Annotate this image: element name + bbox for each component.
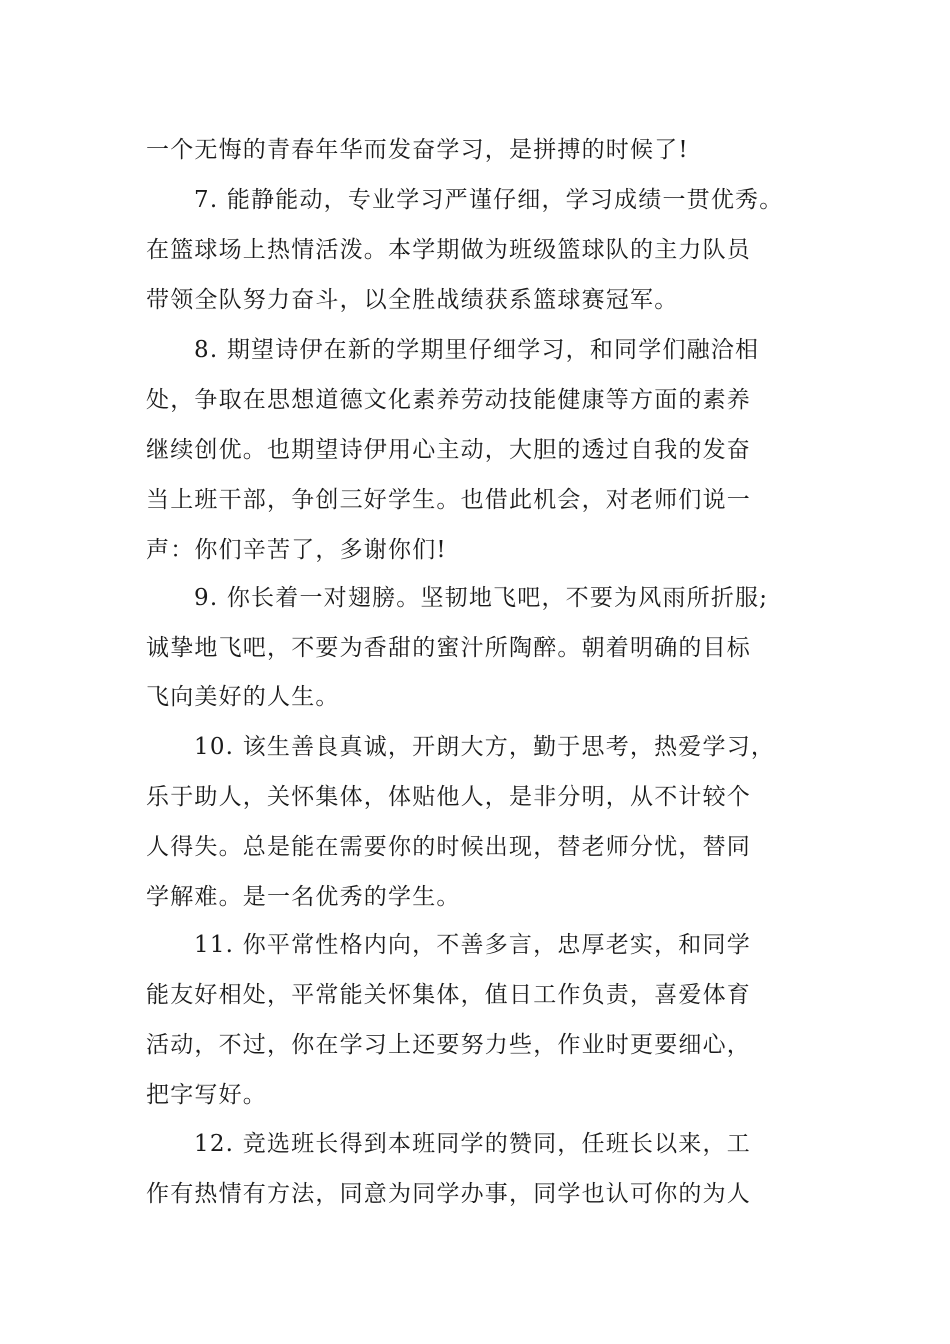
text-line: 乐于助人，关怀集体，体贴他人，是非分明，从不计较个 [146, 784, 751, 810]
paragraph-9-start: 9. 你长着一对翅膀。坚韧地飞吧，不要为风雨所折服; [194, 585, 769, 611]
text-line: 能友好相处，平常能关怀集体，值日工作负责，喜爱体育 [146, 982, 751, 1008]
text-line: 继续创优。也期望诗伊用心主动，大胆的透过自我的发奋 [146, 437, 751, 463]
text-line: 把字写好。 [146, 1082, 267, 1108]
text-line: 活动，不过，你在学习上还要努力些，作业时更要细心， [146, 1032, 751, 1058]
text-line: 学解难。是一名优秀的学生。 [146, 884, 461, 910]
text-line: 处，争取在思想道德文化素养劳动技能健康等方面的素养 [146, 387, 751, 413]
paragraph-12-start: 12. 竞选班长得到本班同学的赞同，任班长以来，工 [194, 1131, 751, 1157]
text-line: 声：你们辛苦了，多谢你们! [146, 537, 447, 563]
text-line: 作有热情有方法，同意为同学办事，同学也认可你的为人 [146, 1181, 751, 1207]
paragraph-11-start: 11. 你平常性格内向，不善多言，忠厚老实，和同学 [194, 932, 751, 958]
text-line: 飞向美好的人生。 [146, 684, 340, 710]
text-line: 当上班干部，争创三好学生。也借此机会，对老师们说一 [146, 487, 751, 513]
text-line: 在篮球场上热情活泼。本学期做为班级篮球队的主力队员 [146, 237, 751, 263]
text-line: 诚挚地飞吧，不要为香甜的蜜汁所陶醉。朝着明确的目标 [146, 635, 751, 661]
text-line: 带领全队努力奋斗，以全胜战绩获系篮球赛冠军。 [146, 287, 679, 313]
paragraph-10-start: 10. 该生善良真诚，开朗大方，勤于思考，热爱学习， [194, 734, 776, 760]
paragraph-7-start: 7. 能静能动，专业学习严谨仔细，学习成绩一贯优秀。 [194, 187, 784, 213]
text-line: 一个无悔的青春年华而发奋学习，是拼搏的时候了! [146, 137, 689, 163]
paragraph-8-start: 8. 期望诗伊在新的学期里仔细学习，和同学们融洽相 [194, 337, 760, 363]
text-line: 人得失。总是能在需要你的时候出现，替老师分忧，替同 [146, 834, 751, 860]
